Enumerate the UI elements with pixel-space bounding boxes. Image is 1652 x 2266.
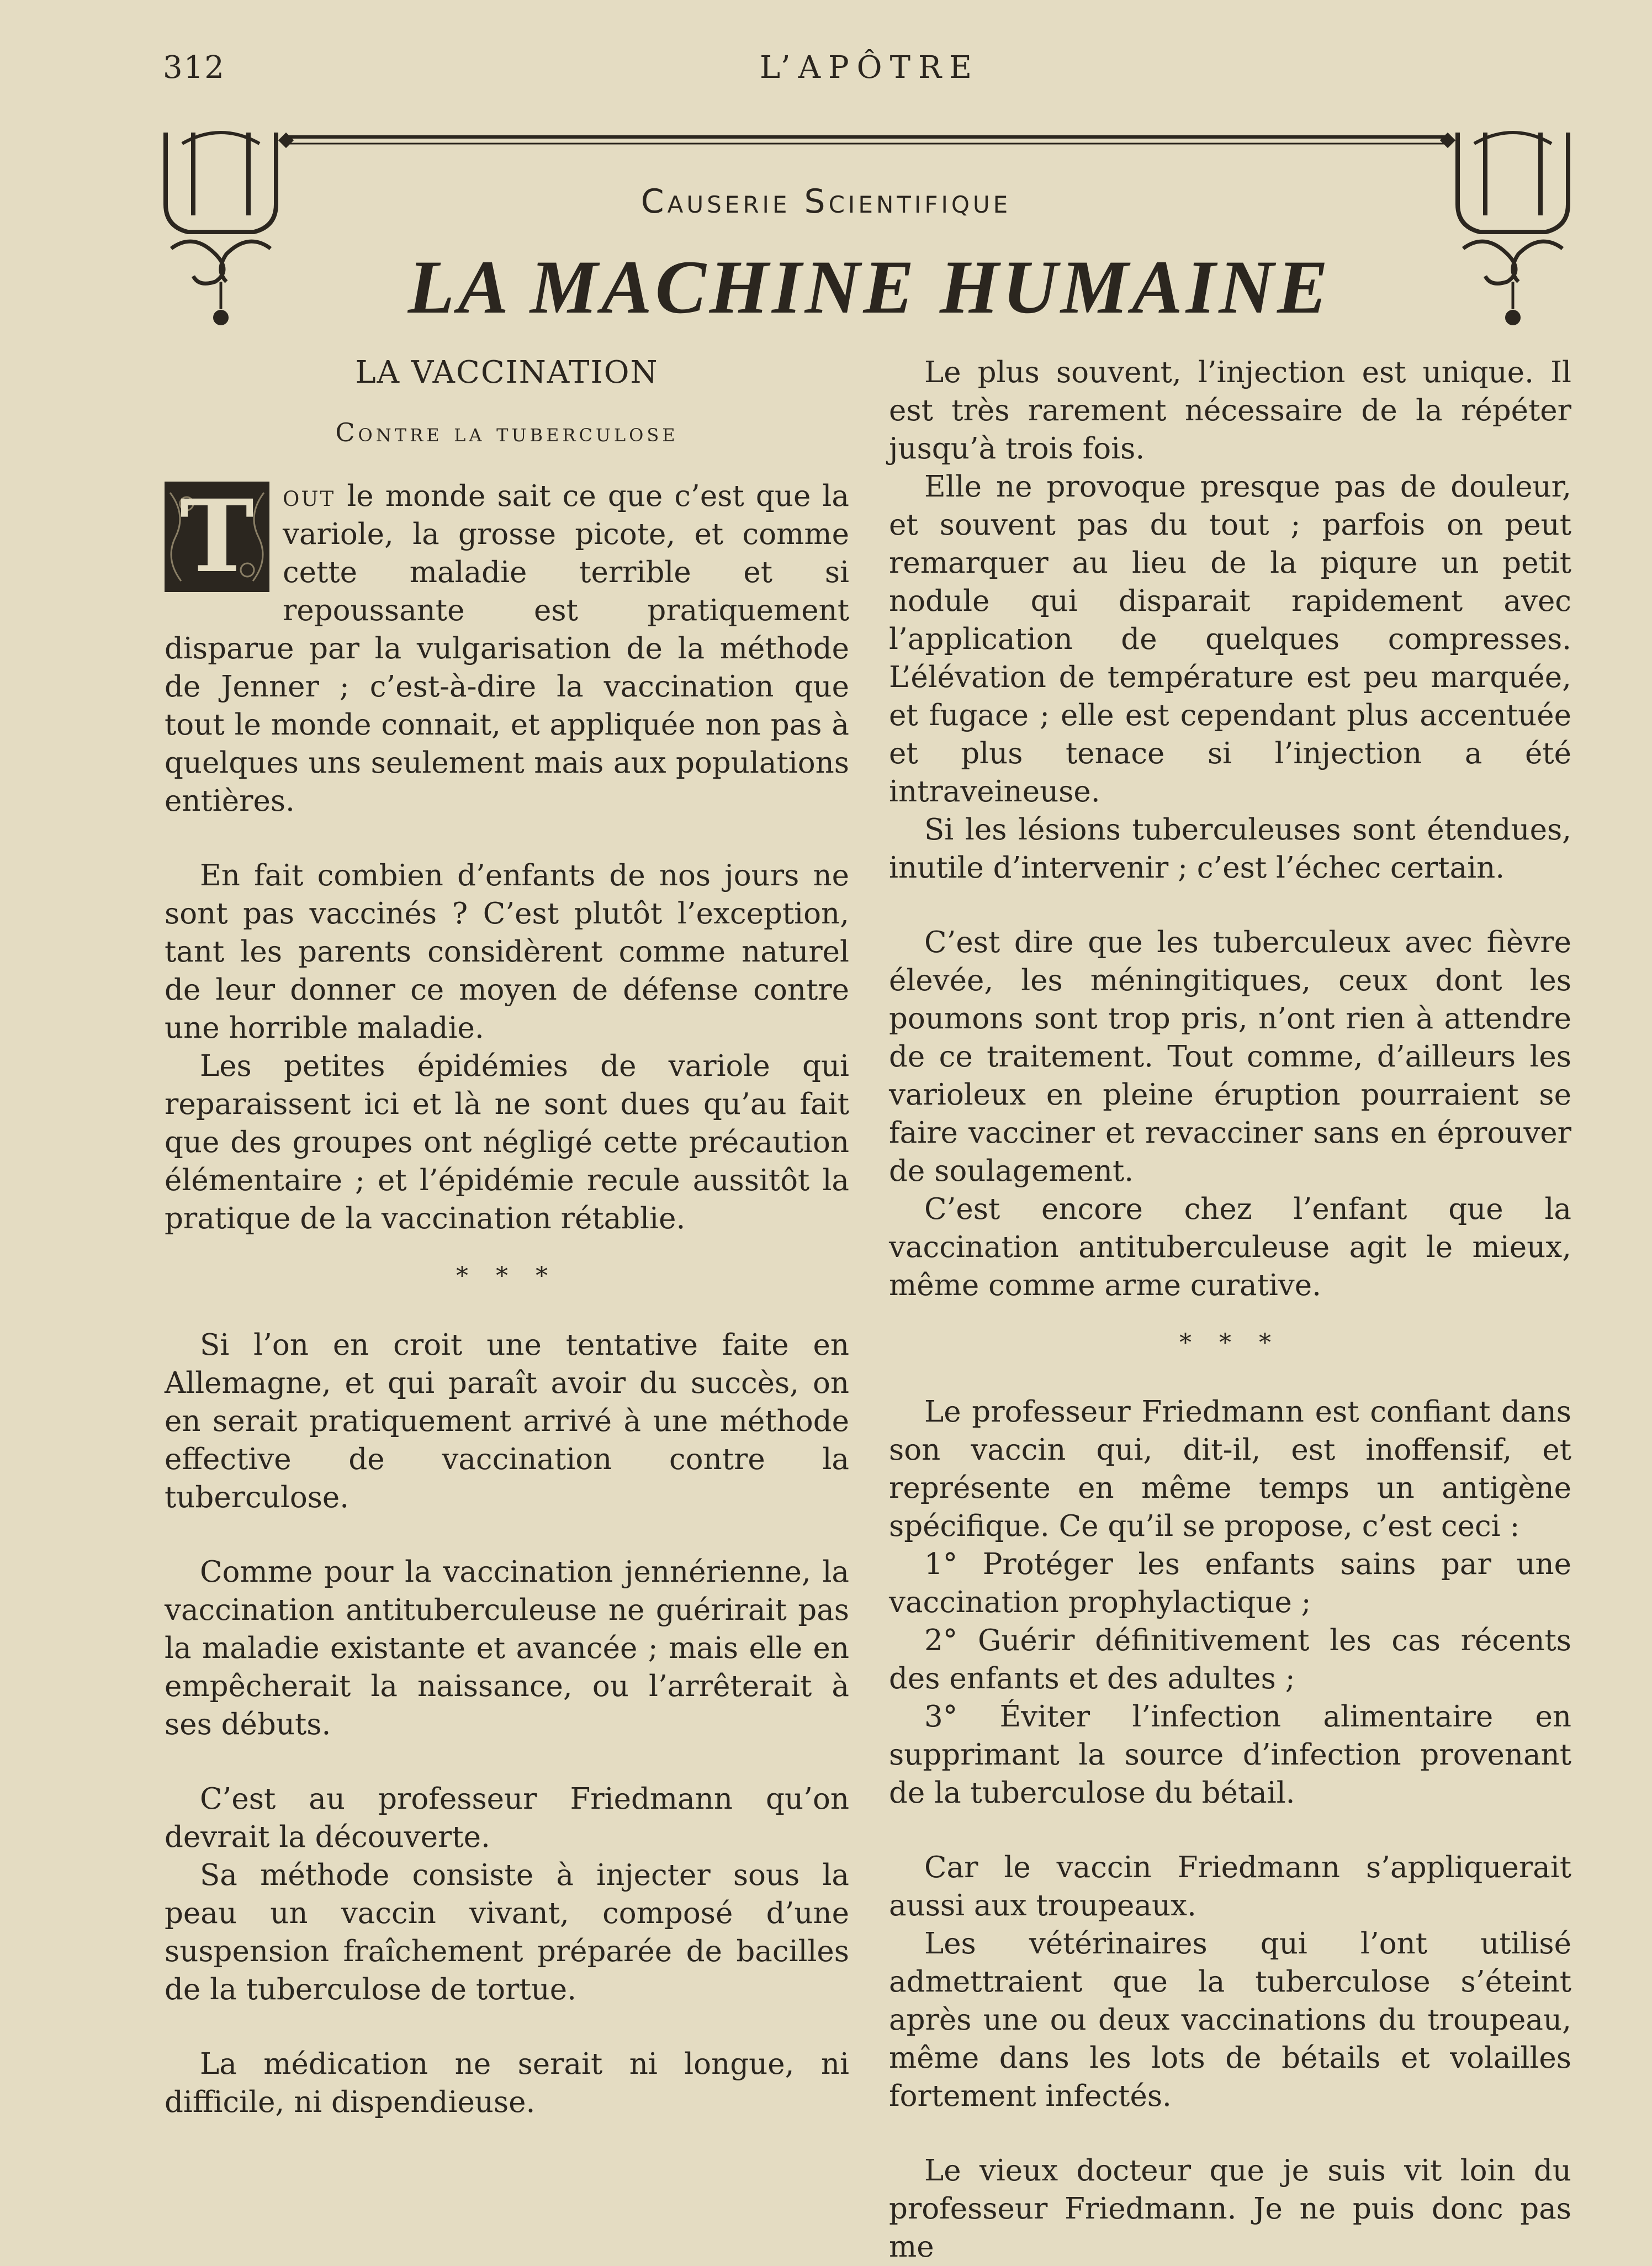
paragraph <box>165 477 849 820</box>
left-column <box>165 353 849 2121</box>
paragraph-text: le monde sait ce que c’est que la variole, la grosse picote, et comme cette maladie terrible et si repoussante est pratiquement disparue par la vulgarisation de la méthode de Jenner ; c’est-à-dire la vaccination que tout le monde connait, et appliquée non pas à quelques uns seulement mais aux populations entières. <box>165 479 849 818</box>
section-heading: LA VACCINATION <box>355 355 659 390</box>
paragraph: 3° Éviter l’infection alimentaire en supprimant la source d’infection provenant de la tuberculose du bétail. <box>889 1700 1571 1810</box>
section-separator: * * * <box>456 1262 558 1290</box>
paragraph: Comme pour la vaccination jennérienne, la vaccination antituberculeuse ne guérirait pas la maladie existante et avancée ; mais elle en empêcherait la naissance, ou l’arrêterait à ses débuts. <box>165 1555 849 1741</box>
page-number: 312 <box>163 50 225 86</box>
paragraph: Si les lésions tuberculeuses sont étendues, inutile d’intervenir ; c’est l’échec certain. <box>889 813 1571 885</box>
paragraph: En fait combien d’enfants de nos jours ne sont pas vaccinés ? C’est plutôt l’exception, tant les parents considèrent comme naturel de leur donner ce moyen de défense contre une horrible maladie. <box>165 859 849 1045</box>
paragraph: La médication ne serait ni longue, ni difficile, ni dispendieuse. <box>165 2047 849 2119</box>
drop-cap: T <box>165 482 269 592</box>
paragraph: Les vétérinaires qui l’ont utilisé admettraient que la tuberculose s’éteint après une ou deux vaccinations du troupeau, même dans les lots de bétails et volailles fortement infectés. <box>889 1927 1571 2113</box>
paragraph: C’est encore chez l’enfant que la vaccination antituberculeuse agit le mieux, même comme arme curative. <box>889 1192 1571 1302</box>
paragraph: C’est au professeur Friedmann qu’on devrait la découverte. <box>165 1782 849 1854</box>
paragraph: Car le vaccin Friedmann s’appliquerait aussi aux troupeaux. <box>889 1851 1571 1922</box>
running-header <box>163 50 1576 94</box>
paragraph: C’est dire que les tuberculeux avec fièvre élevée, les méningitiques, ceux dont les poumons sont trop pris, n’ont rien à attendre de ce traitement. Tout comme, d’ailleurs les varioleux en pleine éruption pourraient se faire vacciner et revacciner sans en éprouver de soulagement. <box>889 926 1571 1188</box>
paragraph: 2° Guérir définitivement les cas récents des enfants et des adultes ; <box>889 1624 1571 1695</box>
paragraph: Les petites épidémies de variole qui reparaissent ici et là ne sont dues qu’au fait que des groupes ont négligé cette précaution élémentaire ; et l’épidémie recule aussitôt la pratique de la vaccination rétablie. <box>165 1049 849 1235</box>
paragraph: Le plus souvent, l’injection est unique. Il est très rarement nécessaire de la répéter jusqu’à trois fois. <box>889 356 1571 466</box>
running-title: L’APÔTRE <box>760 50 979 86</box>
first-word-rest: out <box>283 479 336 513</box>
paragraph: Si l’on en croit une tentative faite en Allemagne, et qui paraît avoir du succès, on en serait pratiquement arrivé à une méthode effective de vaccination contre la tuberculose. <box>165 1328 849 1514</box>
section-separator: * * * <box>1179 1329 1281 1357</box>
paragraph: 1° Protéger les enfants sains par une vaccination prophylactique ; <box>889 1547 1571 1619</box>
paragraph: Sa méthode consiste à injecter sous la peau un vaccin vivant, composé d’une suspension fraîchement préparée de bacilles de la tuberculose de tortue. <box>165 1858 849 2006</box>
article-title: LA MACHINE HUMAINE <box>407 245 1332 329</box>
paragraph: Le vieux docteur que je suis vit loin du professeur Friedmann. Je ne puis donc pas me <box>889 2154 1571 2264</box>
right-column <box>889 353 1571 2266</box>
section-label: Causerie Scientifique <box>640 182 1012 221</box>
section-subheading: Contre la tuberculose <box>335 418 679 447</box>
paragraph: Le professeur Friedmann est confiant dans son vaccin qui, dit-il, est inoffensif, et représente en même temps un antigène spécifique. Ce qu’il se propose, c’est ceci : <box>889 1395 1571 1543</box>
paragraph: Elle ne provoque presque pas de douleur, et souvent pas du tout ; parfois on peut remarquer au lieu de la piqure un petit nodule qui disparait rapidement avec l’application de quelques compresses. L’élévation de température est peu marquée, et fugace ; elle est cependant plus accentuée et plus tenace si l’injection a été intraveineuse. <box>889 470 1571 809</box>
